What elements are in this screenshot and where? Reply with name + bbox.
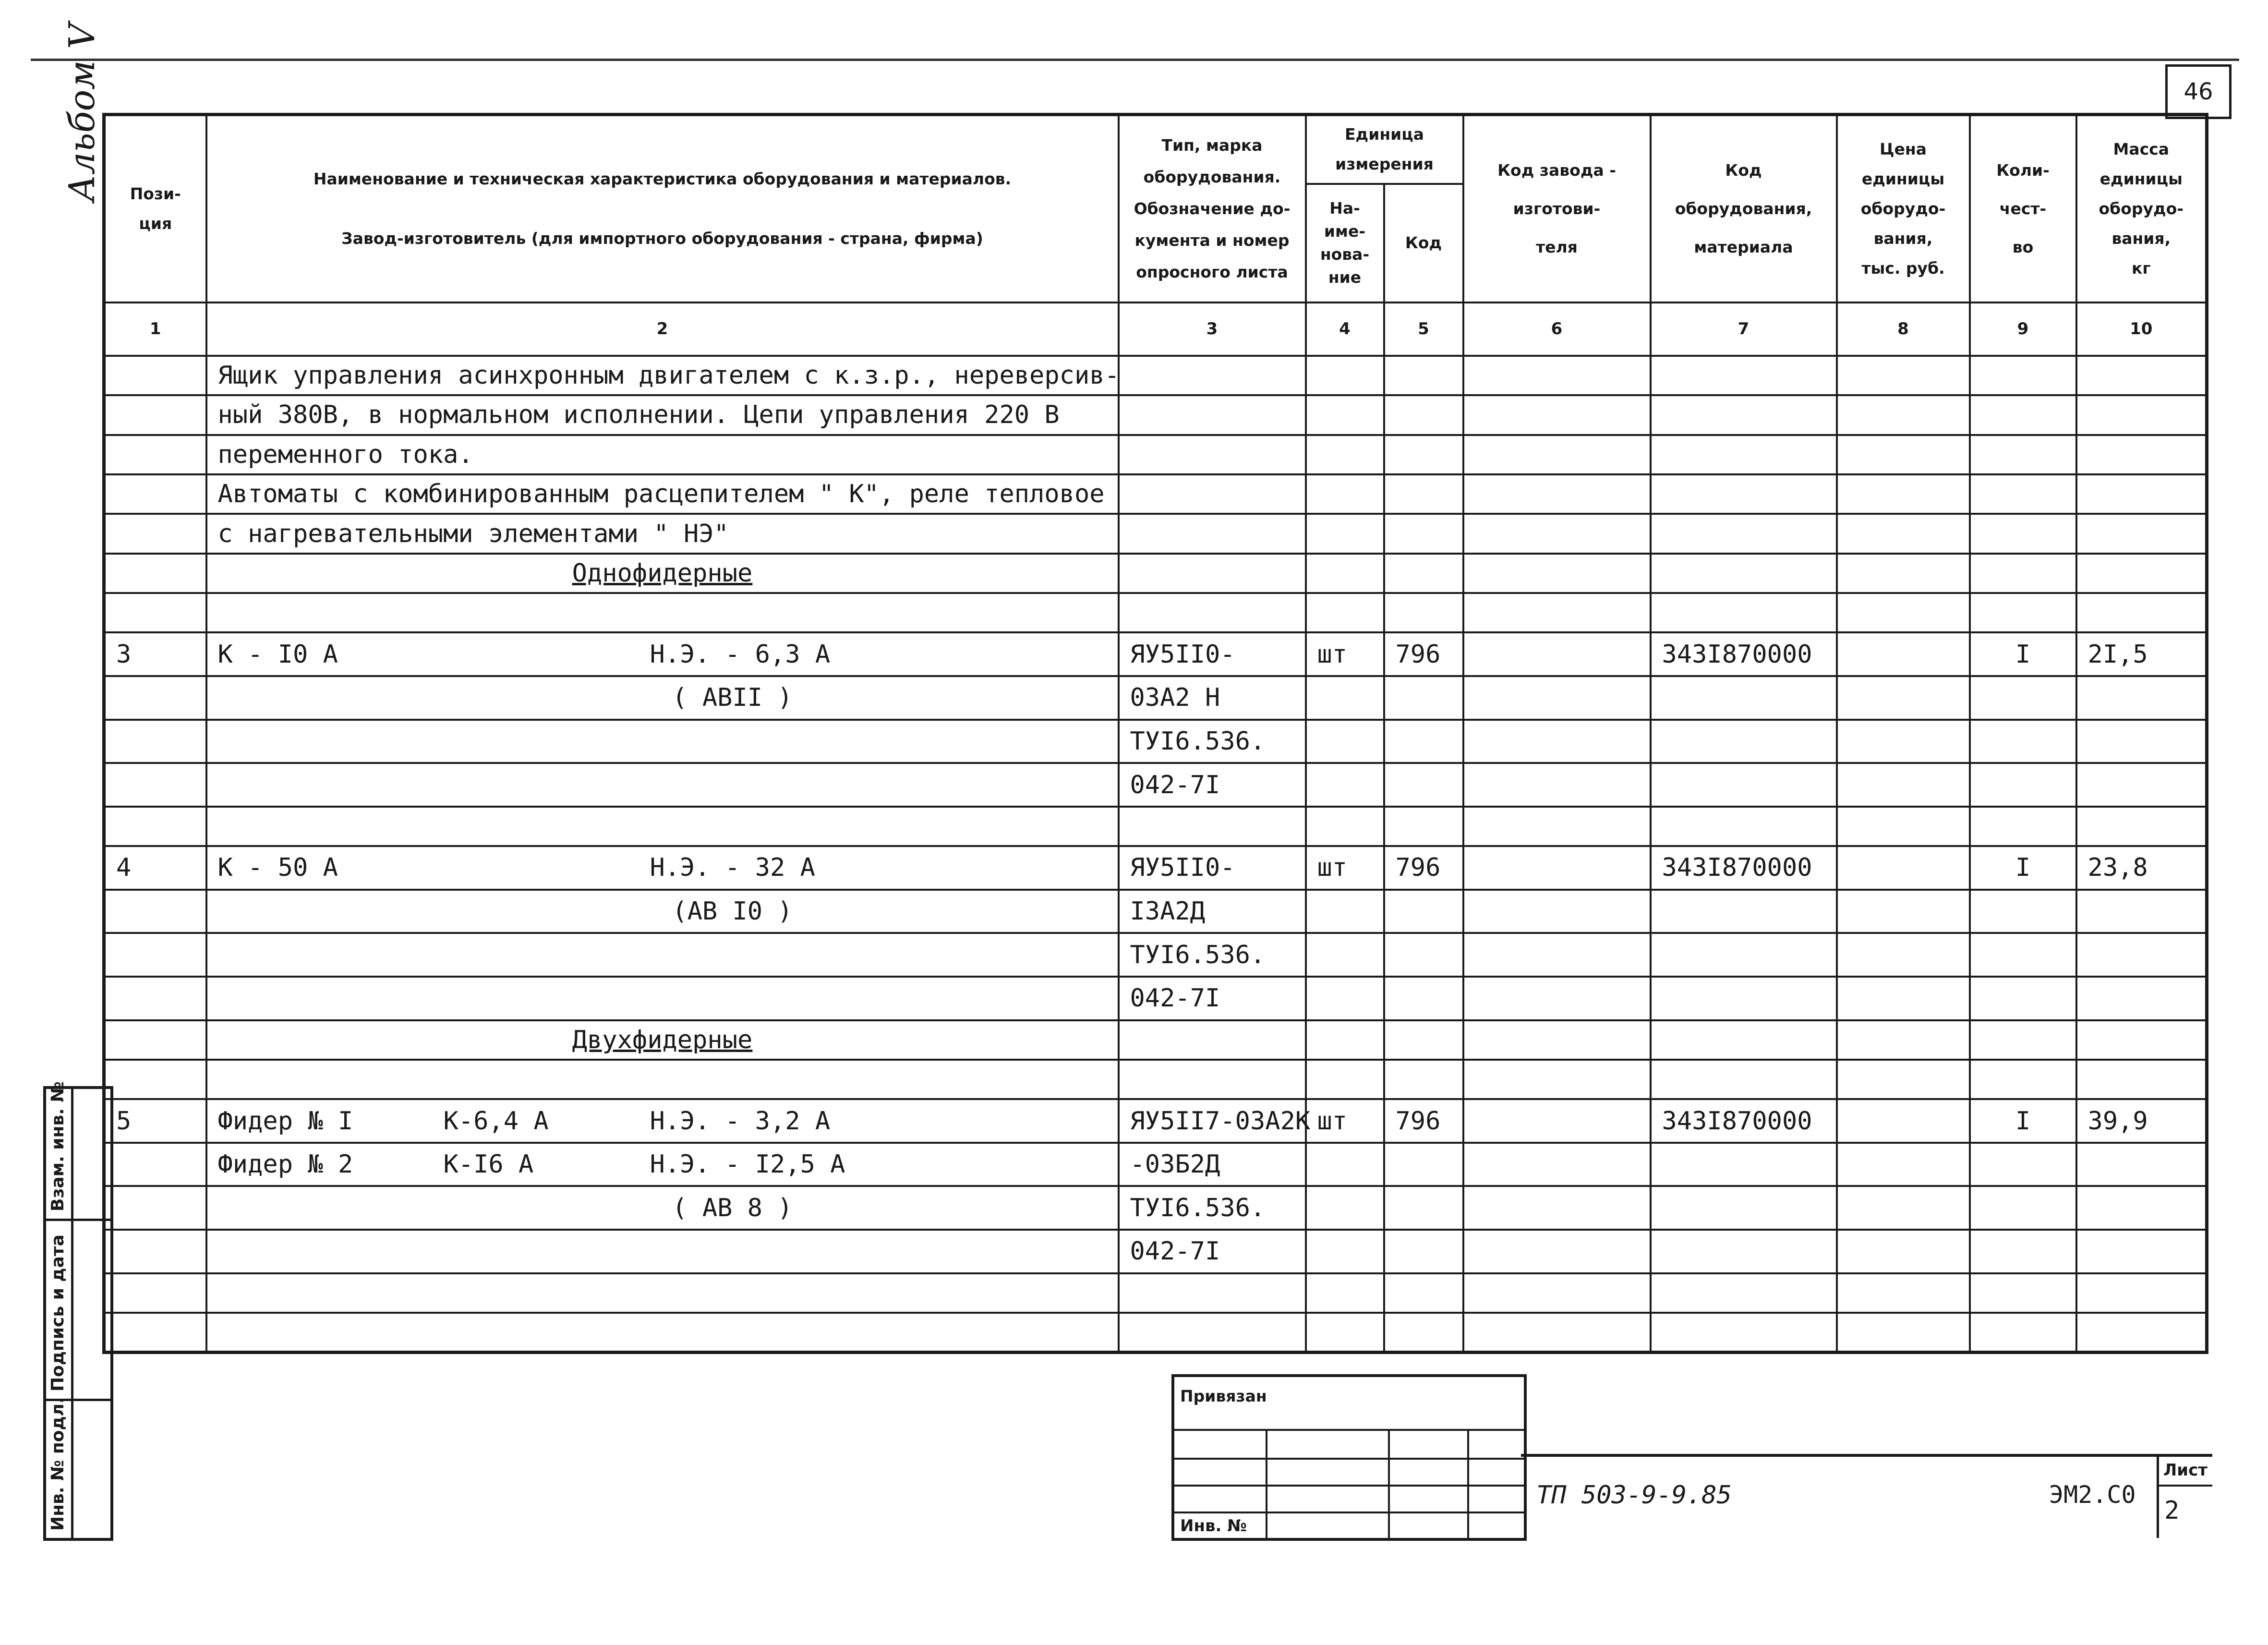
item-type: 042-7I (1119, 1230, 1306, 1273)
item-equipment-code: 343I870000 (1651, 846, 1837, 890)
item-unit: шт (1306, 846, 1384, 890)
table-row (104, 1186, 2207, 1230)
cell-text: Фидер № 2 (217, 1150, 353, 1179)
item-type: ЯУ5II0- (1119, 632, 1306, 676)
header-unit-code: Код (1384, 184, 1463, 302)
side-label-signature: Подпись и дата (48, 1234, 68, 1391)
cell-text: Н.Э. - 3,2 А (650, 1106, 831, 1136)
table-row (104, 514, 2207, 553)
intro-line: ный 380В, в нормальном исполнении. Цепи управления 220 В (206, 395, 1119, 435)
cell-text: (АВ I0 ) (672, 897, 793, 926)
column-numbers-row: 1 2 3 4 5 6 7 8 9 10 (104, 302, 2207, 356)
table-row (104, 1020, 2207, 1060)
header-plant-code: Код завода - изготови- теля (1463, 115, 1651, 302)
table-row (104, 890, 2207, 933)
header-type: Тип, марка оборудования. Обозначение до- кумента и номер опросного листа (1119, 115, 1306, 302)
table-row (104, 474, 2207, 514)
item-description (206, 846, 1119, 890)
item-unit-code: 796 (1384, 1099, 1463, 1143)
table-row (104, 1099, 2207, 1143)
cell-text: Фидер № I (217, 1106, 353, 1136)
doc-sheet-label: Лист (2163, 1461, 2208, 1480)
header-position: Пози- ция (104, 115, 206, 302)
cell-text: Н.Э. - 32 А (650, 853, 815, 883)
table-row (104, 395, 2207, 435)
item-position: 5 (104, 1099, 206, 1143)
cell-text: К-6,4 А (443, 1106, 549, 1136)
header-quantity: Коли- чест- во (1970, 115, 2076, 302)
item-equipment-code: 343I870000 (1651, 632, 1837, 676)
item-unit: шт (1306, 632, 1384, 676)
table-row (104, 1230, 2207, 1273)
cell-text: К - 50 А (217, 853, 338, 883)
table-row (104, 435, 2207, 474)
item-mass: 2I,5 (2076, 632, 2207, 676)
table-row (104, 846, 2207, 890)
table-row (104, 720, 2207, 763)
cell-text: ( АВ 8 ) (672, 1193, 793, 1222)
item-type: ЯУ5II7-03А2К (1119, 1099, 1306, 1143)
cell-text: ( АВII ) (672, 683, 793, 713)
title-block (1521, 1454, 2212, 1538)
item-type: 042-7I (1119, 977, 1306, 1020)
table-row (104, 632, 2207, 676)
header-unit-name: На- име- нова- ние (1306, 184, 1384, 302)
intro-line: с нагревательными элементами " НЭ" (206, 514, 1119, 553)
item-type: 03А2 Н (1119, 676, 1306, 720)
item-description (206, 890, 1119, 933)
sheet-number: 46 (2165, 64, 2232, 119)
cell-text: Н.Э. - I2,5 А (650, 1150, 845, 1179)
item-type: ТУI6.536. (1119, 1186, 1306, 1230)
side-stamp (43, 1081, 113, 1541)
stamp-bound-label: Привязан (1180, 1387, 1267, 1405)
header-price: Цена единицы оборудо- вания, тыс. руб. (1837, 115, 1970, 302)
top-rule (31, 59, 2239, 61)
cell-text: Н.Э. - 6,3 А (650, 640, 831, 669)
intro-line: переменного тока. (206, 435, 1119, 474)
item-unit: шт (1306, 1099, 1384, 1143)
item-description (206, 1099, 1119, 1143)
item-quantity: I (1970, 632, 2076, 676)
intro-line: Автоматы с комбинированным расцепителем " К", реле тепловое (206, 474, 1119, 514)
section-heading: Двухфидерные (206, 1020, 1119, 1060)
equipment-table (102, 113, 2208, 1354)
doc-mark: ЭМ2.С0 (2049, 1481, 2136, 1509)
section-heading: Однофидерные (206, 554, 1119, 593)
doc-sheet-number: 2 (2164, 1496, 2180, 1525)
item-unit-code: 796 (1384, 846, 1463, 890)
item-type: ТУI6.536. (1119, 720, 1306, 763)
item-mass: 23,8 (2076, 846, 2207, 890)
table-row (104, 1143, 2207, 1186)
item-type: ТУI6.536. (1119, 933, 1306, 977)
header-unit-group: Единица измерения (1306, 115, 1463, 184)
side-label-replace: Взам. инв. № (48, 1081, 68, 1211)
item-mass: 39,9 (2076, 1099, 2207, 1143)
item-description (206, 1143, 1119, 1186)
item-position: 4 (104, 846, 206, 890)
item-type: 042-7I (1119, 763, 1306, 807)
item-equipment-code: 343I870000 (1651, 1099, 1837, 1143)
album-label: Альбом V (61, 23, 103, 202)
cell-text: К-I6 А (443, 1150, 534, 1179)
table-row (104, 1273, 2207, 1313)
table-row (104, 1313, 2207, 1353)
binding-stamp (1171, 1374, 1527, 1541)
cell-text: К - I0 А (217, 640, 338, 669)
header-name: Наименование и техническая характеристика оборудования и материалов. Завод-изготовитель (для импортного оборудования - страна, фирма) (206, 115, 1119, 302)
doc-code: ТП 503-9-9.85 (1536, 1481, 1732, 1510)
table-row (104, 977, 2207, 1020)
table-row (104, 933, 2207, 977)
item-type: ЯУ5II0- (1119, 846, 1306, 890)
table-row (104, 763, 2207, 807)
table-row (104, 593, 2207, 632)
item-type: I3А2Д (1119, 890, 1306, 933)
table-row (104, 554, 2207, 593)
item-description (206, 632, 1119, 676)
header-equipment-code: Код оборудования, материала (1651, 115, 1837, 302)
item-type: -03Б2Д (1119, 1143, 1306, 1186)
table-row (104, 807, 2207, 846)
item-quantity: I (1970, 1099, 2076, 1143)
header-mass: Масса единицы оборудо- вания, кг (2076, 115, 2207, 302)
table-row (104, 356, 2207, 395)
item-unit-code: 796 (1384, 632, 1463, 676)
item-description (206, 676, 1119, 720)
side-label-inventory: Инв. № подл. (48, 1397, 68, 1531)
item-description (206, 1186, 1119, 1230)
table-row (104, 1060, 2207, 1099)
item-quantity: I (1970, 846, 2076, 890)
stamp-inv-label: Инв. № (1180, 1516, 1247, 1536)
table-row (104, 676, 2207, 720)
intro-line: Ящик управления асинхронным двигателем с к.з.р., нереверсив- (206, 356, 1119, 395)
item-position: 3 (104, 632, 206, 676)
